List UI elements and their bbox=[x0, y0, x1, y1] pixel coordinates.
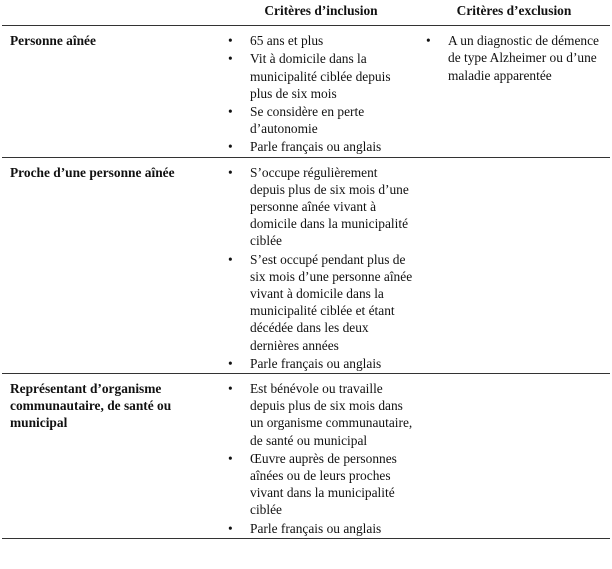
exclusion-list bbox=[424, 32, 606, 84]
exclusion-cell bbox=[418, 157, 610, 373]
inclusion-criterion: • Est bénévole ou travaille depuis plus de six mois dans un organisme communautaire, de santé ou municipal bbox=[226, 380, 414, 449]
inclusion-list bbox=[226, 32, 414, 155]
table-row bbox=[2, 157, 610, 373]
table-row bbox=[2, 374, 610, 539]
inclusion-criterion: • Se considère en perte d’autonomie bbox=[226, 103, 414, 137]
inclusion-criterion: • S’occupe régulièrement depuis plus de six mois d’une personne aînée vivant à domicile dans la municipalité ciblée bbox=[226, 164, 414, 250]
header-group bbox=[2, 0, 224, 26]
inclusion-criterion: • Parle français ou anglais bbox=[226, 138, 414, 155]
table-header bbox=[2, 0, 610, 26]
inclusion-criterion: • Œuvre auprès de personnes aînées ou de leurs proches vivant dans la municipalité ciblée bbox=[226, 450, 414, 519]
group-name: Représentant d’organisme communautaire, de santé ou municipal bbox=[2, 374, 224, 539]
exclusion-criterion: • A un diagnostic de démence de type Alzheimer ou d’une maladie apparentée bbox=[424, 32, 606, 84]
inclusion-list bbox=[226, 164, 414, 372]
criteria-table bbox=[2, 0, 610, 539]
inclusion-list bbox=[226, 380, 414, 537]
header-exclusion: Critères d’exclusion bbox=[418, 0, 610, 26]
inclusion-criterion: • Parle français ou anglais bbox=[226, 520, 414, 537]
table-body bbox=[2, 26, 610, 539]
inclusion-criterion: • S’est occupé pendant plus de six mois d’une personne aînée vivant à domicile dans la municipalité ciblée et étant décédée dans les deux dernières années bbox=[226, 251, 414, 354]
inclusion-criterion: • Vit à domicile dans la municipalité ciblée depuis plus de six mois bbox=[226, 50, 414, 102]
inclusion-cell bbox=[224, 157, 418, 373]
inclusion-cell bbox=[224, 26, 418, 157]
exclusion-cell bbox=[418, 26, 610, 157]
header-row bbox=[2, 0, 610, 26]
group-name: Proche d’une personne aînée bbox=[2, 157, 224, 373]
header-inclusion: Critères d’inclusion bbox=[224, 0, 418, 26]
table-row bbox=[2, 26, 610, 157]
inclusion-criterion: • Parle français ou anglais bbox=[226, 355, 414, 372]
inclusion-cell bbox=[224, 374, 418, 539]
exclusion-cell bbox=[418, 374, 610, 539]
inclusion-criterion: • 65 ans et plus bbox=[226, 32, 414, 49]
group-name: Personne aînée bbox=[2, 26, 224, 157]
